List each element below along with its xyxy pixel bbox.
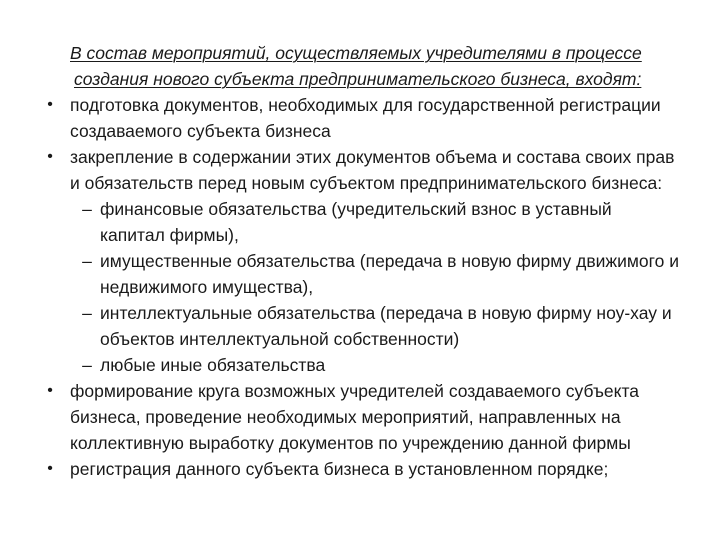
heading-line-2: создания нового субъекта предпринимательского бизнеса, входят: (74, 69, 642, 89)
sub-list-item (42, 300, 680, 352)
list-item (42, 378, 680, 456)
bullet-icon: • (47, 460, 53, 477)
list-item (42, 456, 680, 482)
sub-list-item-text: любые иные обязательства (100, 355, 326, 375)
list-item (42, 92, 680, 144)
list-item-text: подготовка документов, необходимых для государственной регистрации создаваемого субъекта бизнеса (70, 95, 661, 141)
sub-list-item (42, 352, 680, 378)
slide-heading (70, 40, 680, 92)
bullet-icon: • (47, 382, 53, 399)
list-item-text: регистрация данного субъекта бизнеса в установленном порядке; (70, 459, 609, 479)
sub-list-item-text: финансовые обязательства (учредительский взнос в уставный капитал фирмы), (100, 199, 612, 245)
heading-line-1: В состав мероприятий, осуществляемых учредителями в процессе (70, 43, 642, 63)
dash-icon: – (82, 251, 92, 271)
dash-icon: – (82, 355, 92, 375)
sub-list-item (42, 248, 680, 300)
bullet-icon: • (47, 148, 53, 165)
sub-list-item-text: интеллектуальные обязательства (передача в новую фирму ноу-хау и объектов интеллектуальной собственности) (100, 303, 672, 349)
list-item-text: формирование круга возможных учредителей создаваемого субъекта бизнеса, проведение необходимых мероприятий, направленных на коллективную выработку документов по учреждению данной фирмы (70, 381, 640, 453)
list-item-text: закрепление в содержании этих документов объема и состава своих прав и обязательств перед новым субъектом предпринимательского бизнеса: (70, 147, 675, 193)
bullet-list (42, 92, 680, 482)
list-item (42, 144, 680, 196)
dash-icon: – (82, 303, 92, 323)
bullet-icon: • (47, 96, 53, 113)
dash-icon: – (82, 199, 92, 219)
sub-list-item (42, 196, 680, 248)
sub-list-item-text: имущественные обязательства (передача в новую фирму движимого и недвижимого имущества), (100, 251, 680, 297)
